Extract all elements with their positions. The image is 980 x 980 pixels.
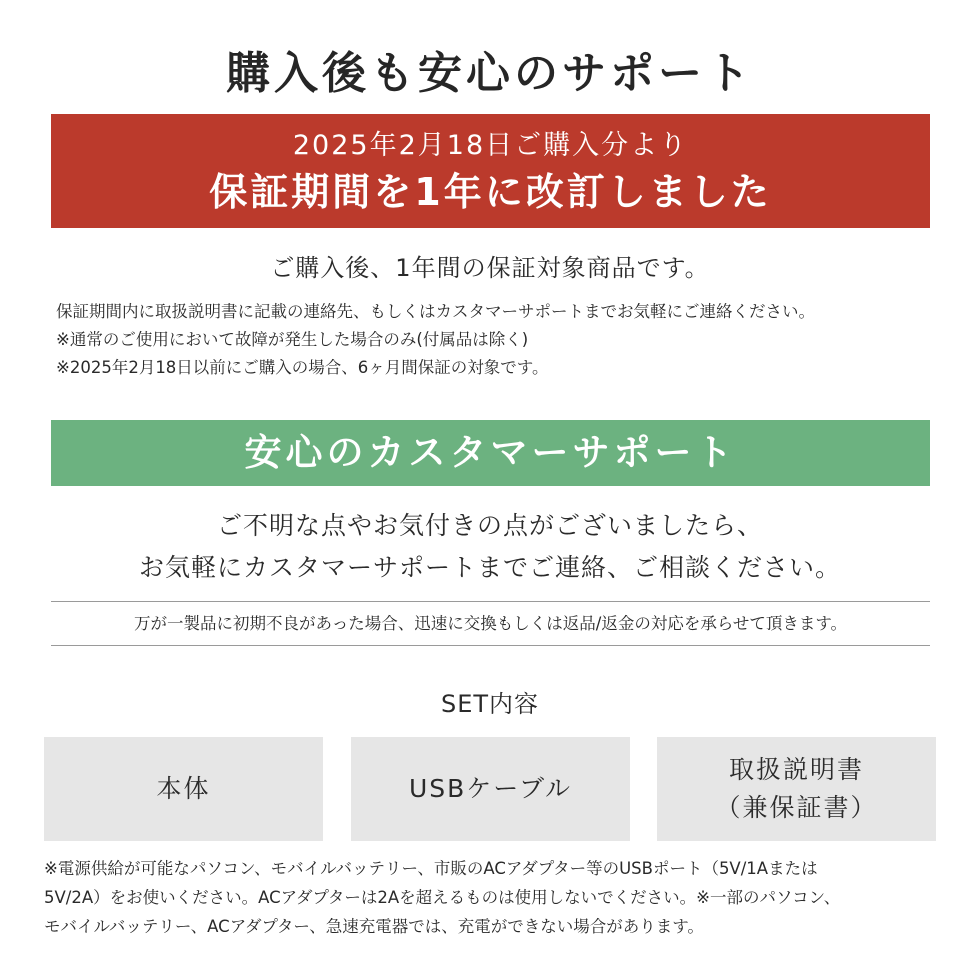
set-item-label: 取扱説明書	[728, 755, 864, 784]
warranty-note: ※2025年2月18日以前にご購入の場合、6ヶ月間保証の対象です。	[56, 358, 549, 377]
set-item-main-unit	[44, 737, 323, 841]
warranty-revision-banner	[51, 114, 930, 228]
set-item-sublabel: （兼保証書）	[715, 793, 878, 822]
power-supply-note	[44, 854, 944, 941]
warranty-lead-text: ご購入後、1年間の保証対象商品です。	[270, 254, 710, 282]
page-title: 購入後も安心のサポート	[226, 48, 754, 99]
set-item-usb-cable	[351, 737, 630, 841]
support-lead-line: ご不明な点やお気付きの点がございましたら、	[216, 511, 763, 540]
set-contents-heading: SET内容	[440, 690, 540, 718]
warranty-notes	[56, 298, 936, 382]
warranty-revision-date: 2025年2月18日ご購入分より	[292, 130, 689, 161]
divider	[51, 645, 930, 646]
initial-defect-note: 万が一製品に初期不良があった場合、迅速に交換もしくは返品/返金の対応を承らせて頂きます。	[133, 614, 848, 633]
set-item-label: USBケーブル	[408, 774, 573, 803]
support-lead-text	[0, 505, 980, 589]
customer-support-banner: 安心のカスタマーサポート	[51, 420, 930, 486]
support-lead-line: お気軽にカスタマーサポートまでご連絡、ご相談ください。	[138, 553, 841, 582]
power-note-line: 5V/2A）をお使いください。ACアダプターは2Aを超えるものは使用しないでください。※一部のパソコン、	[44, 888, 841, 907]
warranty-revision-headline: 保証期間を1年に改訂しました	[209, 170, 772, 214]
power-note-line: モバイルバッテリー、ACアダプター、急速充電器では、充電ができない場合があります。	[44, 917, 704, 936]
warranty-note: 保証期間内に取扱説明書に記載の連絡先、もしくはカスタマーサポートまでお気軽にご連絡ください。	[56, 302, 815, 321]
set-item-label: 本体	[156, 774, 211, 803]
power-note-line: ※電源供給が可能なパソコン、モバイルバッテリー、市販のACアダプター等のUSBポート（5V/1Aまたは	[44, 859, 818, 878]
set-item-manual	[657, 737, 936, 841]
warranty-note: ※通常のご使用において故障が発生した場合のみ(付属品は除く)	[56, 330, 529, 349]
